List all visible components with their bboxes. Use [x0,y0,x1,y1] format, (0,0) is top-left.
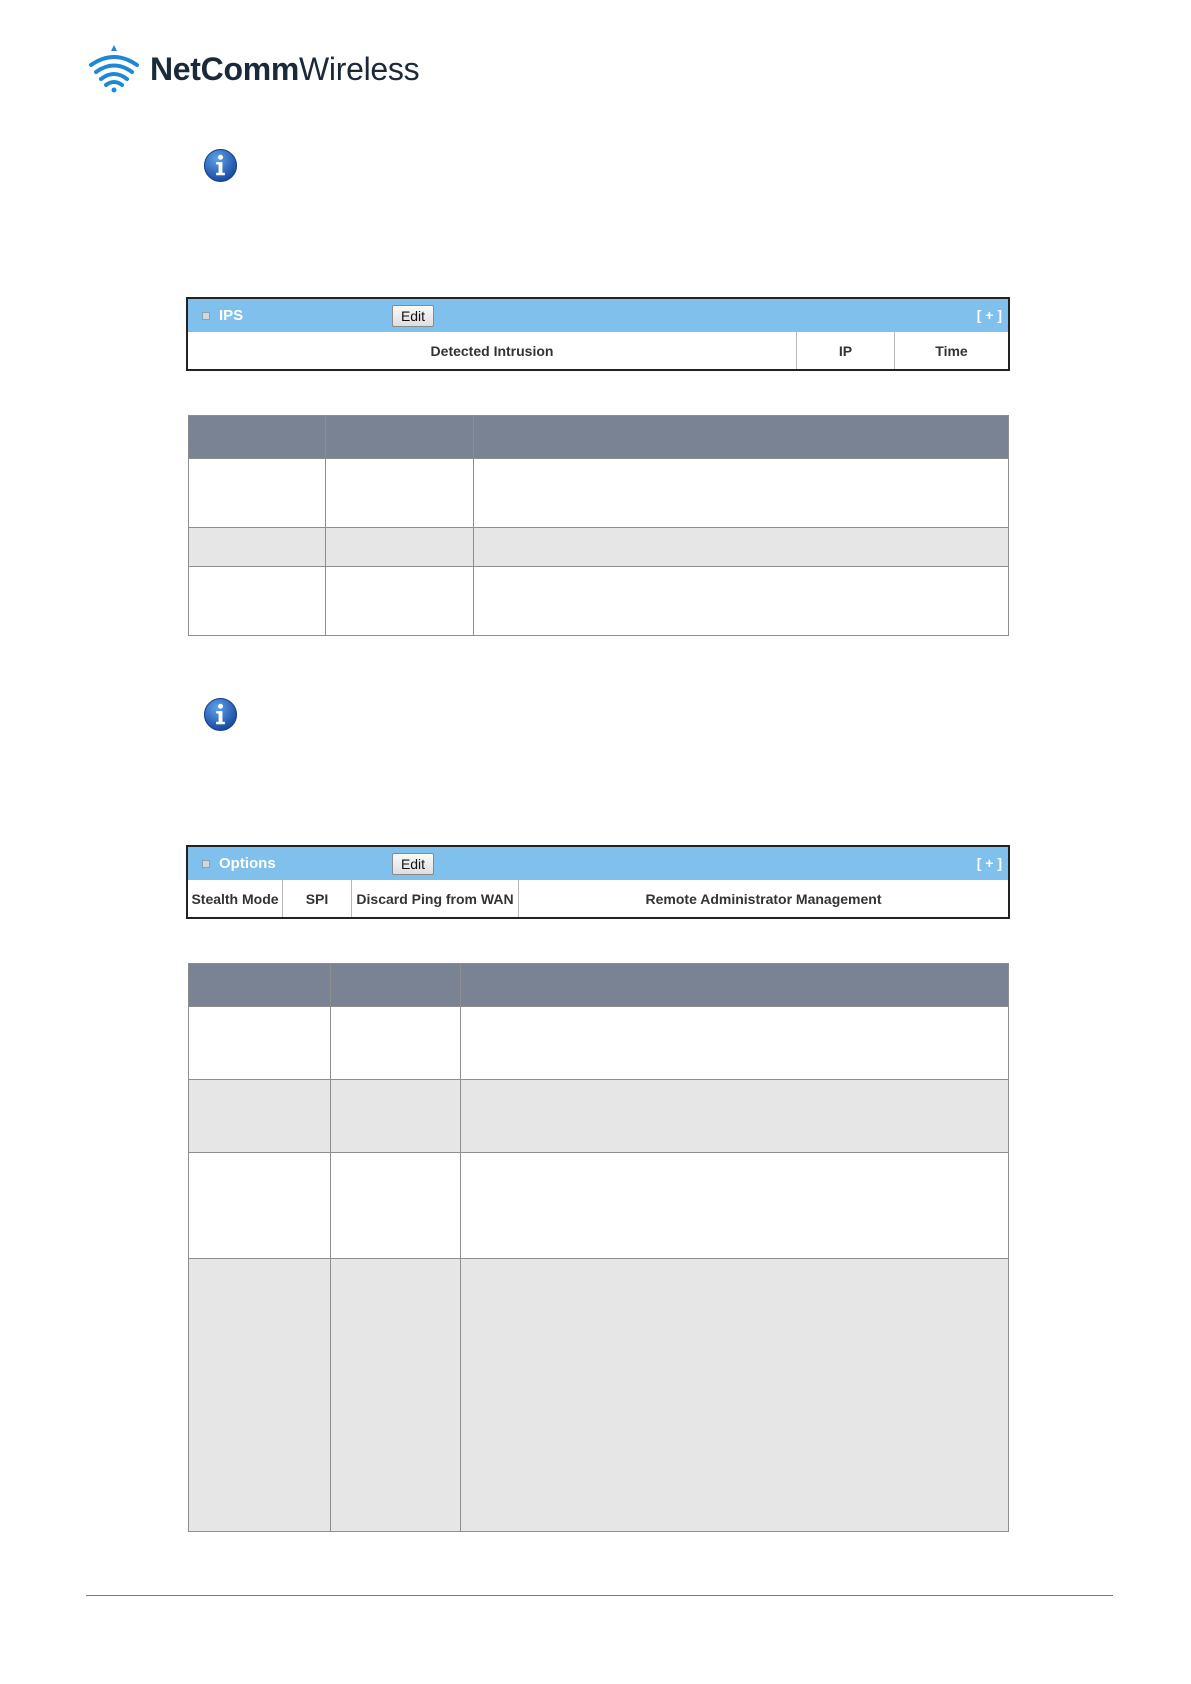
table-cell [474,528,1009,567]
ips-column-header-row [188,332,1008,369]
table-cell [189,528,326,567]
table-header-cell [189,416,326,459]
ips-expand-toggle[interactable]: [ + ] [976,307,1002,323]
options-widget-header [188,847,1008,880]
collapse-bullet-icon [202,312,210,320]
options-column-header-row [188,880,1008,917]
table-cell [326,528,474,567]
table-row [189,1080,1009,1153]
table-row [189,528,1009,567]
table-cell [331,1259,461,1532]
ips-col-detected-intrusion: Detected Intrusion [430,342,554,359]
table-cell [189,1080,331,1153]
options-col-spi: SPI [282,880,351,917]
options-widget-title: Options [219,855,276,872]
table-cell [189,459,326,528]
table-row [189,1007,1009,1080]
options-edit-button[interactable]: Edit [392,853,434,875]
table-row [189,1259,1009,1532]
table-cell [189,1259,331,1532]
table-header-row [189,964,1009,1007]
collapse-bullet-icon [202,860,210,868]
options-expand-toggle[interactable]: [ + ] [976,855,1002,871]
options-col-discard-ping: Discard Ping from WAN [351,880,518,917]
table-cell [474,567,1009,636]
table-cell [189,1153,331,1259]
ips-widget-header [188,299,1008,332]
wifi-waves-logo-icon [88,45,140,93]
table-header-cell [189,964,331,1007]
options-description-table [188,963,1009,1532]
footer-divider [86,1595,1113,1596]
table-cell [326,459,474,528]
table-cell [461,1007,1009,1080]
ips-col-ip: IP [796,332,894,369]
table-row [189,567,1009,636]
options-widget [186,845,1010,919]
table-cell [189,567,326,636]
brand-name [150,53,419,85]
table-cell [461,1080,1009,1153]
table-cell [331,1080,461,1153]
table-cell [331,1007,461,1080]
brand-name-bold: NetComm [150,51,300,87]
ips-widget-title: IPS [219,307,244,324]
ips-col-time: Time [894,332,1008,369]
options-col-remote-admin: Remote Administrator Management [518,880,1008,917]
info-icon [203,148,238,183]
table-cell [189,1007,331,1080]
table-header-row [189,416,1009,459]
table-header-cell [461,964,1009,1007]
table-header-cell [331,964,461,1007]
table-header-cell [326,416,474,459]
ips-widget [186,297,1010,371]
ips-edit-button[interactable]: Edit [392,305,434,327]
info-icon [203,697,238,732]
ips-description-table [188,415,1009,636]
table-cell [461,1259,1009,1532]
table-cell [461,1153,1009,1259]
brand-logo [88,44,419,94]
table-header-cell [474,416,1009,459]
table-cell [326,567,474,636]
table-cell [331,1153,461,1259]
table-row [189,459,1009,528]
brand-name-light: Wireless [299,51,420,87]
options-col-stealth-mode: Stealth Mode [191,890,279,907]
table-cell [474,459,1009,528]
table-row [189,1153,1009,1259]
